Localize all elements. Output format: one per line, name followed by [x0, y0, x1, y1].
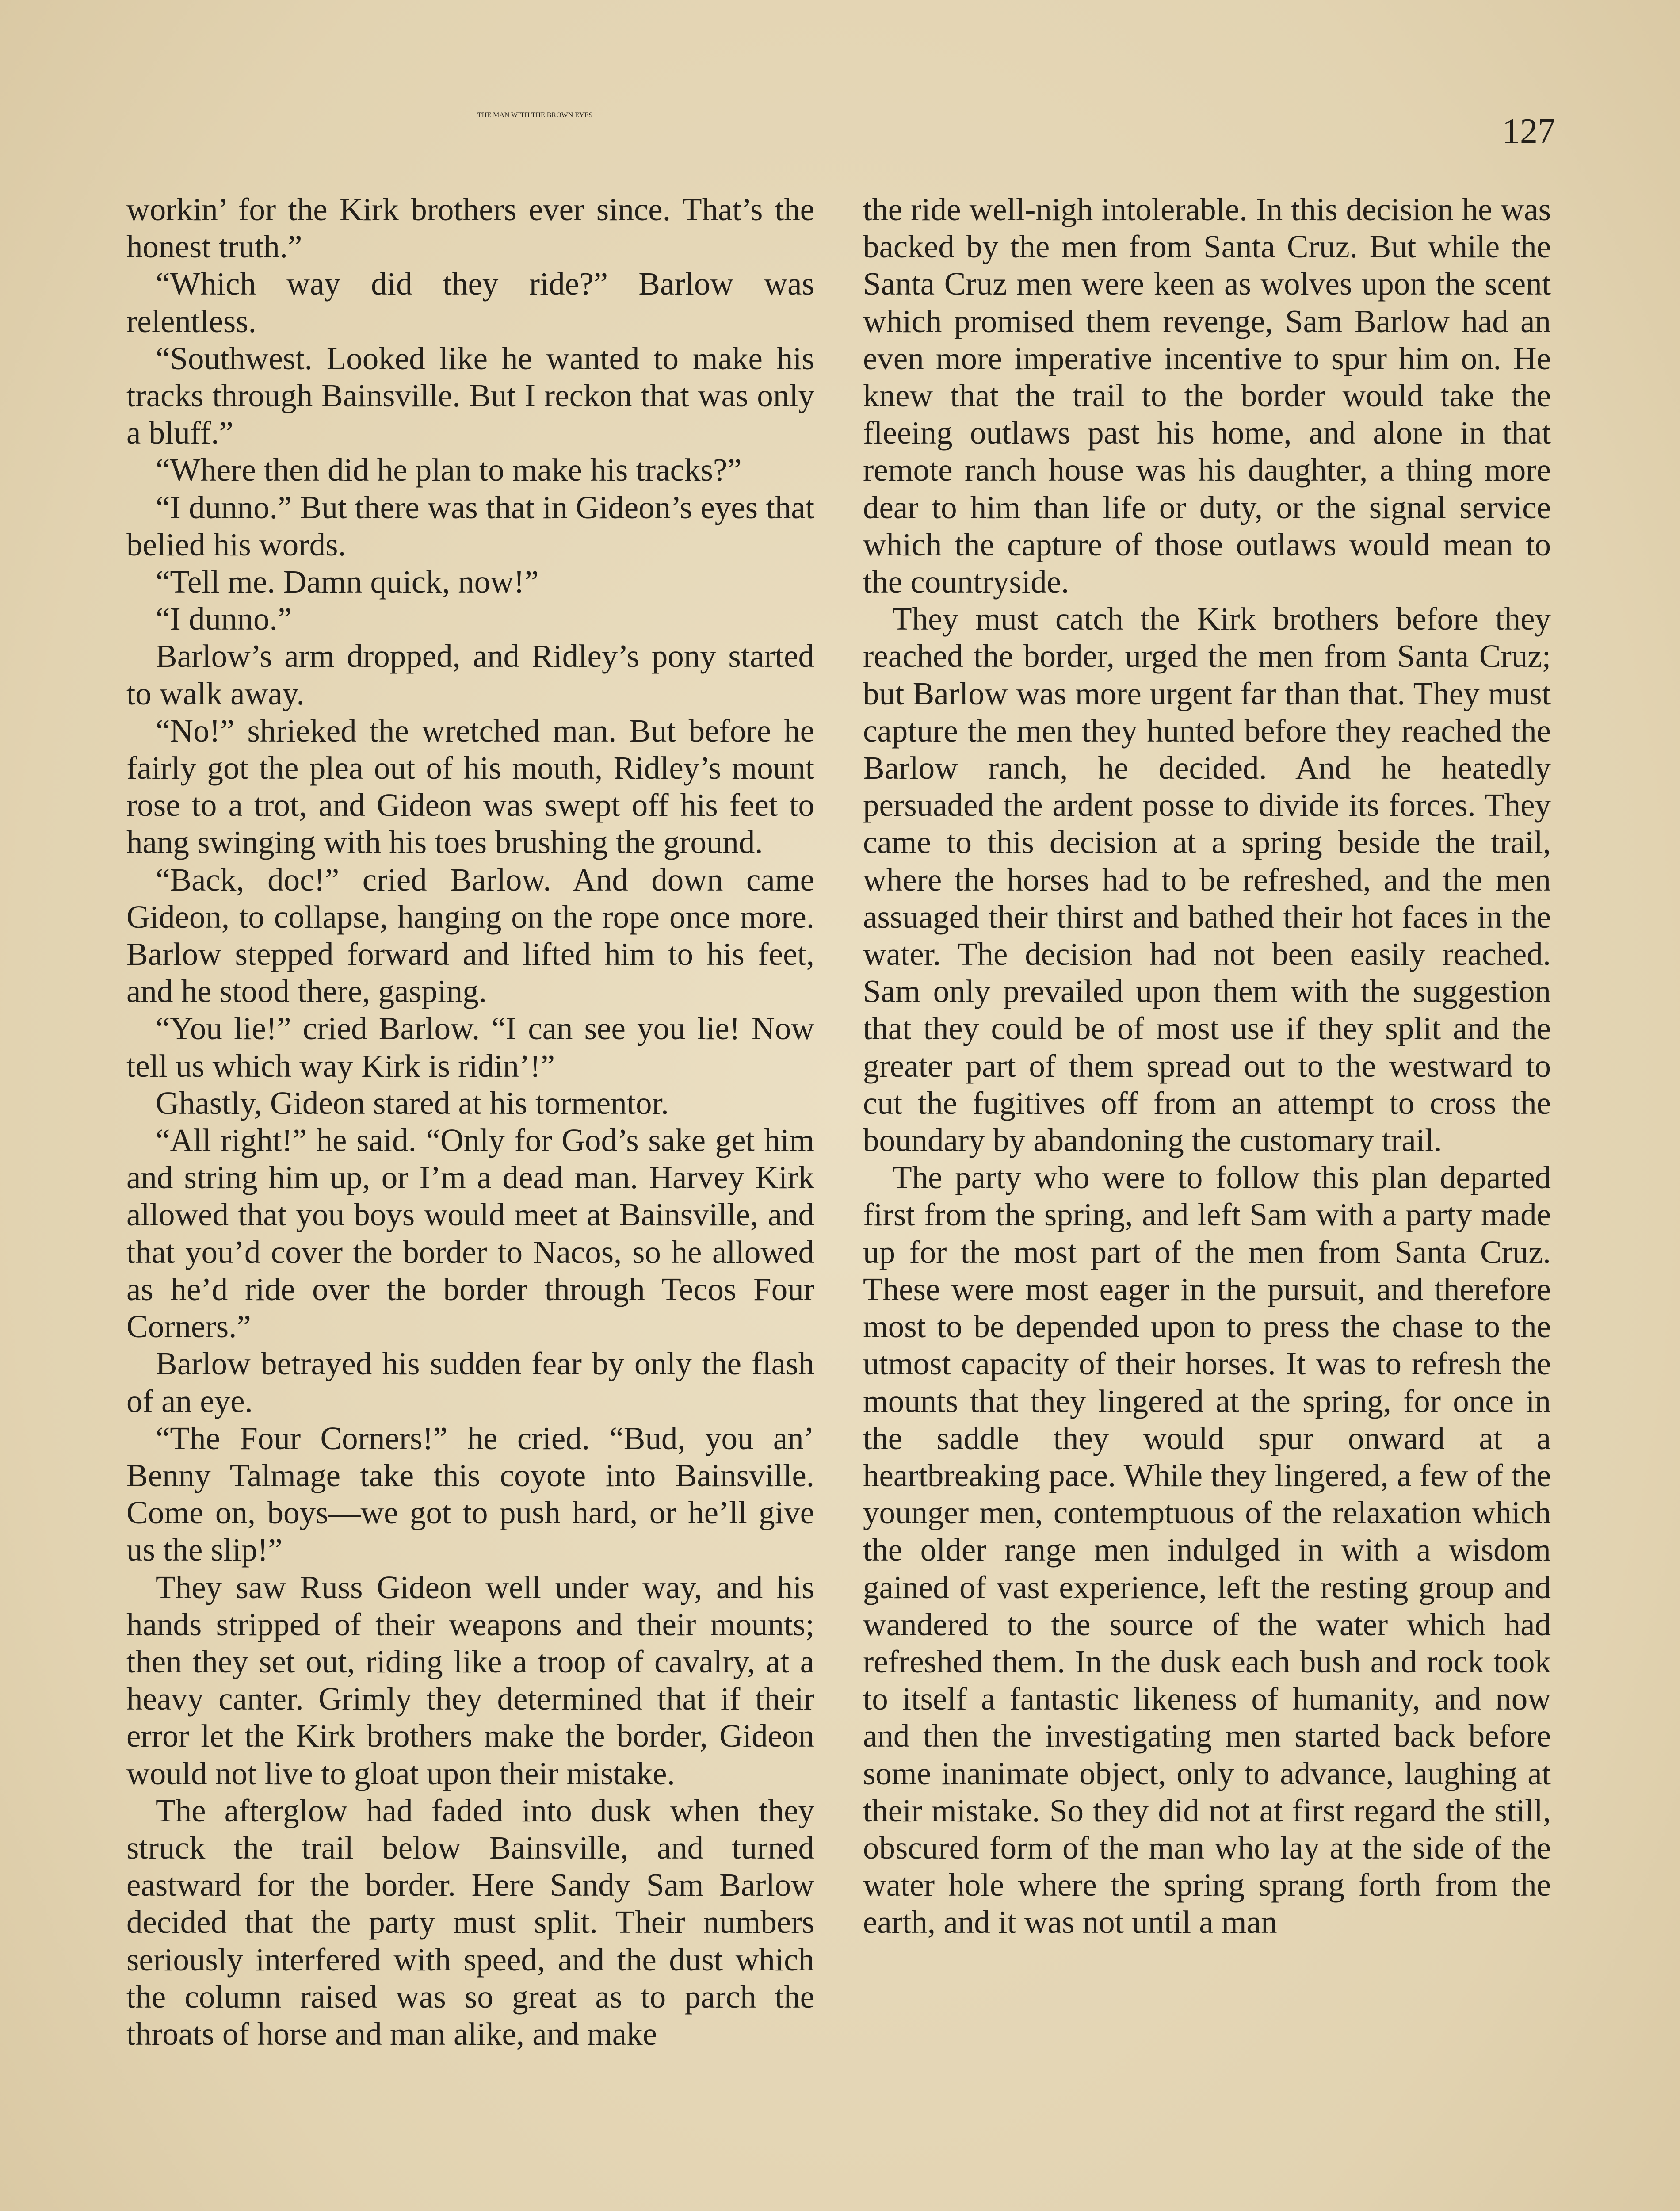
- paragraph: Barlow’s arm dropped, and Ridley’s pony started to walk away.: [126, 638, 814, 711]
- paragraph: “All right!” he said. “Only for God’s sake get him and string him up, or I’m a dead man. Harvey Kirk allowed that you boys would meet at Bainsville, and that you’d cover the border to Nacos, so he allowed as he’d ride over the border through Tecos Four Corners.”: [126, 1122, 814, 1345]
- paragraph: “Southwest. Looked like he wanted to make his tracks through Bainsville. But I reckon that was only a bluff.”: [126, 340, 814, 451]
- paragraph: “Tell me. Damn quick, now!”: [156, 564, 539, 600]
- running-title: THE MAN WITH THE BROWN EYES: [477, 111, 593, 119]
- paragraph: “Back, doc!” cried Barlow. And down came Gideon, to collapse, hanging on the rope once more. Barlow stepped forward and lifted him to his feet, and he stood there, gasping.: [126, 861, 814, 1010]
- paragraph: “No!” shrieked the wretched man. But before he fairly got the plea out of his mouth, Ridley’s mount rose to a trot, and Gideon was swept off his feet to hang swinging with his toes brushing the ground.: [126, 712, 814, 861]
- left-column: [126, 191, 814, 2211]
- paragraph: “You lie!” cried Barlow. “I can see you lie! Now tell us which way Kirk is ridin’!”: [126, 1010, 814, 1084]
- paragraph: The afterglow had faded into dusk when they struck the trail below Bainsville, and turned eastward for the border. Here Sandy Sam Barlow decided that the party must split. Their numbers seriously interfered with speed, and the dust which the column raised was so great as to parch the throats of horse and man alike, and make: [126, 1792, 814, 2052]
- paragraph: “Where then did he plan to make his tracks?”: [156, 452, 742, 488]
- page-number: 127: [1502, 112, 1555, 151]
- paragraph: The party who were to follow this plan departed first from the spring, and left Sam with a party made up for the most part of the men from Santa Cruz. These were most eager in the pursuit, and therefore most to be depended upon to press the chase to the utmost capacity of their horses. It was to refresh the mounts that they lingered at the spring, for once in the saddle they would spur onward at a heartbreaking pace. While they lingered, a few of the younger men, contemptuous of the relaxation which the older range men indulged in with a wisdom gained of vast experience, left the resting group and wandered to the source of the water which had refreshed them. In the dusk each bush and rock took to itself a fantastic likeness of humanity, and now and then the investigating men started back before some inanimate object, only to advance, laughing at their mistake. So they did not at first regard the still, obscured form of the man who lay at the side of the water hole where the spring sprang forth from the earth, and it was not until a man: [863, 1159, 1551, 1940]
- paragraph: the ride well-nigh intolerable. In this decision he was backed by the men from Santa Cruz. But while the Santa Cruz men were keen as wolves upon the scent which promised them revenge, Sam Barlow had an even more imperative incentive to spur him on. He knew that the trail to the border would take the fleeing outlaws past his home, and alone in that remote ranch house was his daughter, a thing more dear to him than life or duty, or the signal service which the capture of those outlaws would mean to the countryside.: [863, 191, 1551, 600]
- paragraph: Ghastly, Gideon stared at his tormentor.: [156, 1085, 669, 1121]
- running-head: [0, 111, 1680, 164]
- paragraph: “The Four Corners!” he cried. “Bud, you an’ Benny Talmage take this coyote into Bainsville. Come on, boys—we got to push hard, or he’ll give us the slip!”: [126, 1420, 814, 1568]
- paragraph: They must catch the Kirk brothers before they reached the border, urged the men from Santa Cruz; but Barlow was more urgent far than that. They must capture the men they hunted before they reached the Barlow ranch, he decided. And he heatedly persuaded the ardent posse to divide its forces. They came to this decision at a spring beside the trail, where the horses had to be refreshed, and the men assuaged their thirst and bathed their hot faces in the water. The decision had not been easily reached. Sam only prevailed upon them with the suggestion that they could be of most use if they split and the greater part of them spread out to the westward to cut the fugitives off from an attempt to cross the boundary by abandoning the customary trail.: [863, 601, 1551, 1159]
- paragraph: Barlow betrayed his sudden fear by only the flash of an eye.: [126, 1346, 814, 1419]
- paragraph: “I dunno.”: [156, 601, 292, 637]
- paragraph: They saw Russ Gideon well under way, and his hands stripped of their weapons and their mounts; then they set out, riding like a troop of cavalry, at a heavy canter. Grimly they determined that if their error let the Kirk brothers make the border, Gideon would not live to gloat upon their mistake.: [126, 1569, 814, 1791]
- right-column: [863, 191, 1551, 2211]
- paragraph: workin’ for the Kirk brothers ever since. That’s the honest truth.”: [126, 191, 814, 265]
- paragraph: “Which way did they ride?” Barlow was relentless.: [126, 266, 814, 339]
- paragraph: “I dunno.” But there was that in Gideon’s eyes that belied his words.: [126, 489, 814, 562]
